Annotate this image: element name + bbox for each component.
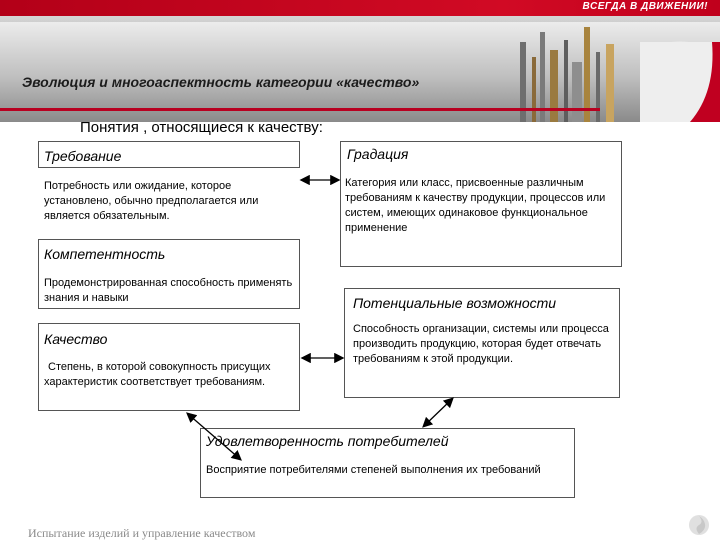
section-subtitle: Понятия , относящиеся к качеству: xyxy=(80,119,323,136)
gradation-text: Категория или класс, присвоенные различным требованиям к качеству продукции, процессов или систем, имеющих одинаковое функциональное применение xyxy=(345,177,606,234)
page-title: Эволюция и многоаспектность категории «качество» xyxy=(22,74,420,90)
satisfaction-title: Удовлетворенность потребителей xyxy=(206,433,449,449)
arrow-quality-satisfaction xyxy=(188,414,240,459)
satisfaction-text: Восприятие потребителями степеней выполнения их требований xyxy=(206,464,541,476)
competence-text: Продемонстрированная способность применять знания и навыки xyxy=(44,277,293,304)
slogan: ВСЕГДА В ДВИЖЕНИИ! xyxy=(582,1,708,12)
gradation-title: Градация xyxy=(347,146,409,162)
requirement-text: Потребность или ожидание, которое установлено, обычно предполагается или является обязательным. xyxy=(44,180,259,222)
quality-text: Степень, в которой совокупность присущих характеристик соответствует требованиям. xyxy=(44,361,271,388)
requirement-title: Требование xyxy=(44,148,122,164)
competence-title: Компетентность xyxy=(44,246,166,262)
company-logo xyxy=(688,514,710,536)
quality-title: Качество xyxy=(44,331,108,347)
potential-title: Потенциальные возможности xyxy=(353,295,557,311)
arrow-potential-satisfaction xyxy=(424,399,452,426)
potential-text: Способность организации, системы или процесса производить продукцию, которая будет отвечать требованиям к этой продукции. xyxy=(353,323,609,365)
footer-text: Испытание изделий и управление качеством xyxy=(28,526,256,540)
